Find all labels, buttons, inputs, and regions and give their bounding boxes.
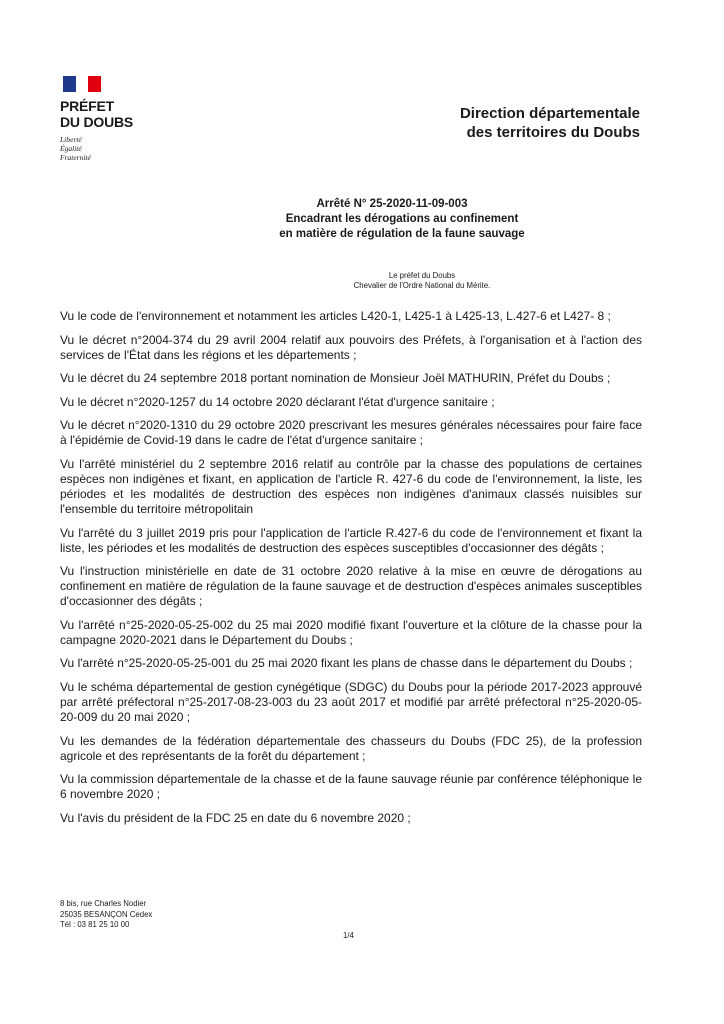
considerant-paragraph: Vu le décret n°2004-374 du 29 avril 2004 relatif aux pouvoirs des Préfets, à l'organisation et à l'action des services de l'État dans les régions et les départements ; [60,332,642,362]
marianne-flag-icon [63,76,101,92]
motto-egalite: Égalité [60,144,82,153]
arrete-subject-line2: en matière de régulation de la faune sauvage [279,228,525,240]
arrete-heading [0,197,724,242]
considerant-paragraph: Vu l'arrêté du 3 juillet 2019 pris pour l'application de l'article R.427-6 du code de l'environnement et fixant la liste, les périodes et les modalités de destruction des espèces susceptibles d'occasionner des dégâts ; [60,525,642,555]
considerant-paragraph: Vu la commission départementale de la chasse et de la faune sauvage réunie par conférence téléphonique le 6 novembre 2020 ; [60,772,642,802]
considerant-paragraph: Vu l'arrêté ministériel du 2 septembre 2016 relatif au contrôle par la chasse des populations de certaines espèces non indigènes et fixant, en application de l'article R. 427-6 du code de l'environnement, la liste, les périodes et les modalités de destruction des espèces non indigènes d'animaux classés nuisibles sur l'ensemble du territoire métropolitain [60,456,642,516]
considerant-paragraph: Vu l'instruction ministérielle en date de 31 octobre 2020 relative à la mise en œuvre de dérogations au confinement en matière de régulation de la faune sauvage et de destruction d'espèces animales susceptibles d'occasionner des dégâts ; [60,564,642,609]
prefet-line2: Chevalier de l'Ordre National du Mérite. [353,281,491,290]
considerant-paragraph: Vu les demandes de la fédération départementale des chasseurs du Doubs (FDC 25), de la profession agricole et des représentants de la forêt du département ; [60,733,642,763]
footer-address-line2: 25035 BESANÇON Cedex [60,909,153,919]
logo-title-line1: PRÉFET [60,98,115,114]
motto-liberte: Liberté [60,135,82,144]
logo-title-line2: DU DOUBS [60,114,134,130]
prefet-line1: Le préfet du Doubs [388,271,456,280]
footer-phone: Tél : 03 81 25 10 00 [60,920,130,929]
considerant-paragraph: Vu le décret n°2020-1310 du 29 octobre 2020 prescrivant les mesures générales nécessaires pour faire face à l'épidémie de Covid-19 dans le cadre de l'état d'urgence sanitaire ; [60,418,642,448]
considerant-paragraph: Vu le décret du 24 septembre 2018 portant nomination de Monsieur Joël MATHURIN, Préfet du Doubs ; [60,371,611,386]
considerant-paragraph: Vu l'arrêté n°25-2020-05-25-001 du 25 mai 2020 fixant les plans de chasse dans le département du Doubs ; [60,656,633,671]
footer-address-line1: 8 bis, rue Charles Nodier [60,899,147,908]
footer-address [60,899,152,931]
flag-band-red [88,76,101,92]
logo-title [60,98,160,130]
flag-band-white [76,76,89,92]
direction-line1: Direction départementale [459,105,640,122]
prefet-signatory [0,271,724,291]
prefecture-logo [60,76,160,162]
page-number: 1/4 [343,931,354,940]
considerant-paragraph: Vu le schéma départemental de gestion cynégétique (SDGC) du Doubs pour la période 2017-2023 approuvé par arrêté préfectoral n°25-2017-08-23-003 du 23 août 2017 et modifié par arrêté préfectoral n°25-2020-05-20-009 du 20 mai 2020 ; [60,679,642,724]
considerants-list [60,309,642,834]
motto-fraternite: Fraternité [60,153,91,162]
arrete-number: Arrêté N° 25-2020-11-09-003 [316,198,468,210]
direction-line2: des territoires du Doubs [466,124,640,141]
considerant-paragraph: Vu le décret n°2020-1257 du 14 octobre 2020 déclarant l'état d'urgence sanitaire ; [60,394,495,409]
considerant-paragraph: Vu le code de l'environnement et notamment les articles L420-1, L425-1 à L425-13, L.427-6 et L427- 8 ; [60,309,611,323]
flag-band-blue [63,76,76,92]
republic-motto [60,135,160,162]
considerant-paragraph: Vu l'arrêté n°25-2020-05-25-002 du 25 mai 2020 modifié fixant l'ouverture et la clôture de la chasse pour la campagne 2020-2021 dans le Département du Doubs ; [60,617,642,647]
arrete-subject-line1: Encadrant les dérogations au confinement [285,213,519,225]
considerant-paragraph: Vu l'avis du président de la FDC 25 en date du 6 novembre 2020 ; [60,810,411,825]
direction-heading [460,104,640,142]
